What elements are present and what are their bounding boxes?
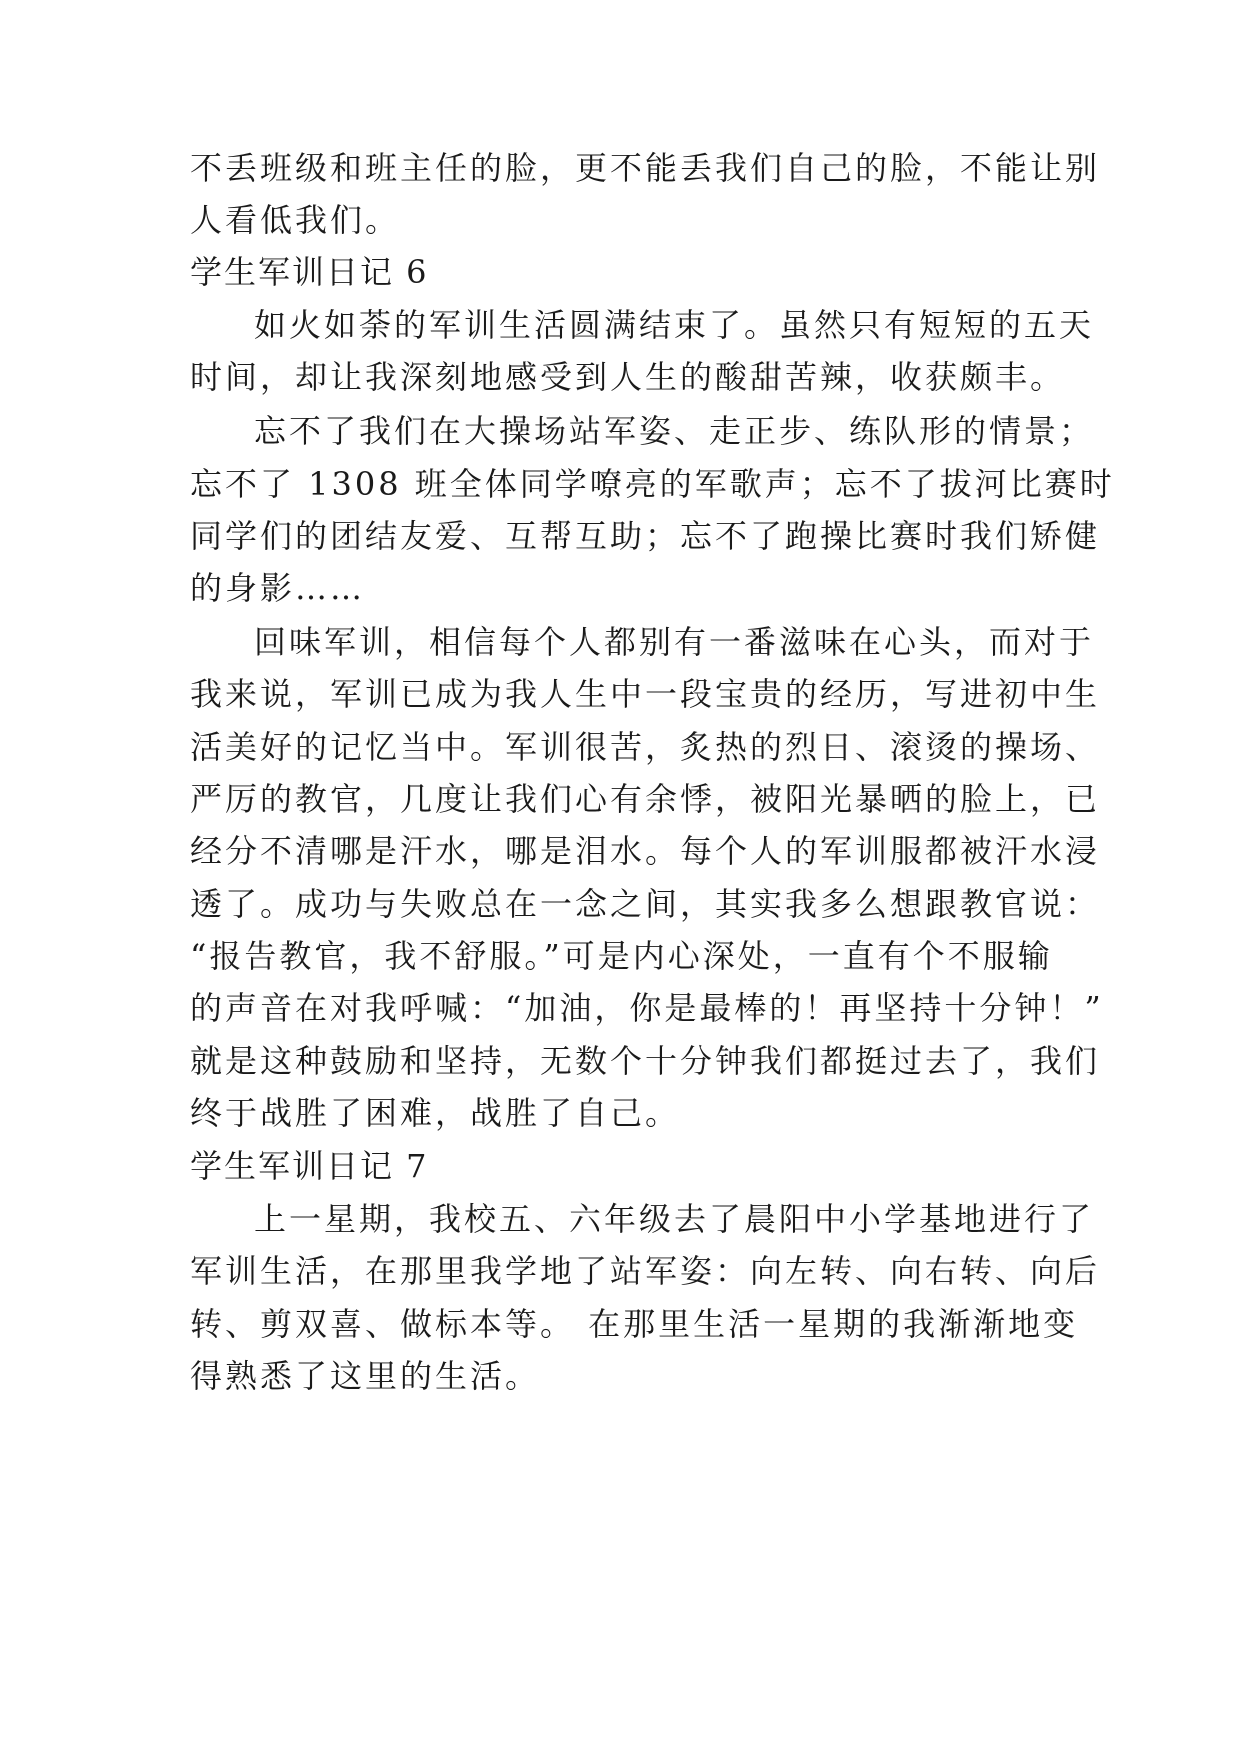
section-heading: 学生军训日记 7 <box>190 1147 429 1185</box>
text-line: 透了。成功与失败总在一念之间，其实我多么想跟教官说： <box>190 885 1101 923</box>
text-line: 转、剪双喜、做标本等。 在那里生活一星期的我渐渐地变 <box>190 1305 1079 1343</box>
text-line: 得熟悉了这里的生活。 <box>190 1357 541 1395</box>
text-line: 忘不了 1308 班全体同学嘹亮的军歌声；忘不了拔河比赛时 <box>190 465 1115 503</box>
text-line: 终于战胜了困难，战胜了自己。 <box>190 1094 681 1132</box>
text-line: 活美好的记忆当中。军训很苦，炙热的烈日、滚烫的操场、 <box>190 728 1101 766</box>
section-heading: 学生军训日记 6 <box>190 253 429 291</box>
text-line: 不丢班级和班主任的脸，更不能丢我们自己的脸，不能让别 <box>190 149 1101 187</box>
paragraph-start: 回味军训，相信每个人都别有一番滋味在心头，而对于 <box>254 623 1095 661</box>
text-line: 的身影…… <box>190 569 366 607</box>
text-line: 我来说，军训已成为我人生中一段宝贵的经历，写进初中生 <box>190 675 1101 713</box>
text-line: 同学们的团结友爱、互帮互助；忘不了跑操比赛时我们矫健 <box>190 517 1101 555</box>
paragraph-start: 上一星期，我校五、六年级去了晨阳中小学基地进行了 <box>254 1200 1095 1238</box>
text-line: “报告教官，我不舒服。”可是内心深处，一直有个不服输 <box>190 937 1053 975</box>
text-line: 时间，却让我深刻地感受到人生的酸甜苦辣，收获颇丰。 <box>190 358 1066 396</box>
text-line: 就是这种鼓励和坚持，无数个十分钟我们都挺过去了，我们 <box>190 1042 1101 1080</box>
text-line: 严厉的教官，几度让我们心有余悸，被阳光暴晒的脸上，已 <box>190 780 1101 818</box>
text-line: 经分不清哪是汗水，哪是泪水。每个人的军训服都被汗水浸 <box>190 832 1101 870</box>
text-line: 的声音在对我呼喊：“加油，你是最棒的！再坚持十分钟！” <box>190 989 1104 1027</box>
text-line: 军训生活，在那里我学地了站军姿：向左转、向右转、向后 <box>190 1252 1101 1290</box>
paragraph-start: 如火如荼的军训生活圆满结束了。虽然只有短短的五天 <box>254 306 1095 344</box>
paragraph-start: 忘不了我们在大操场站军姿、走正步、练队形的情景； <box>254 412 1095 450</box>
text-line: 人看低我们。 <box>190 201 401 239</box>
